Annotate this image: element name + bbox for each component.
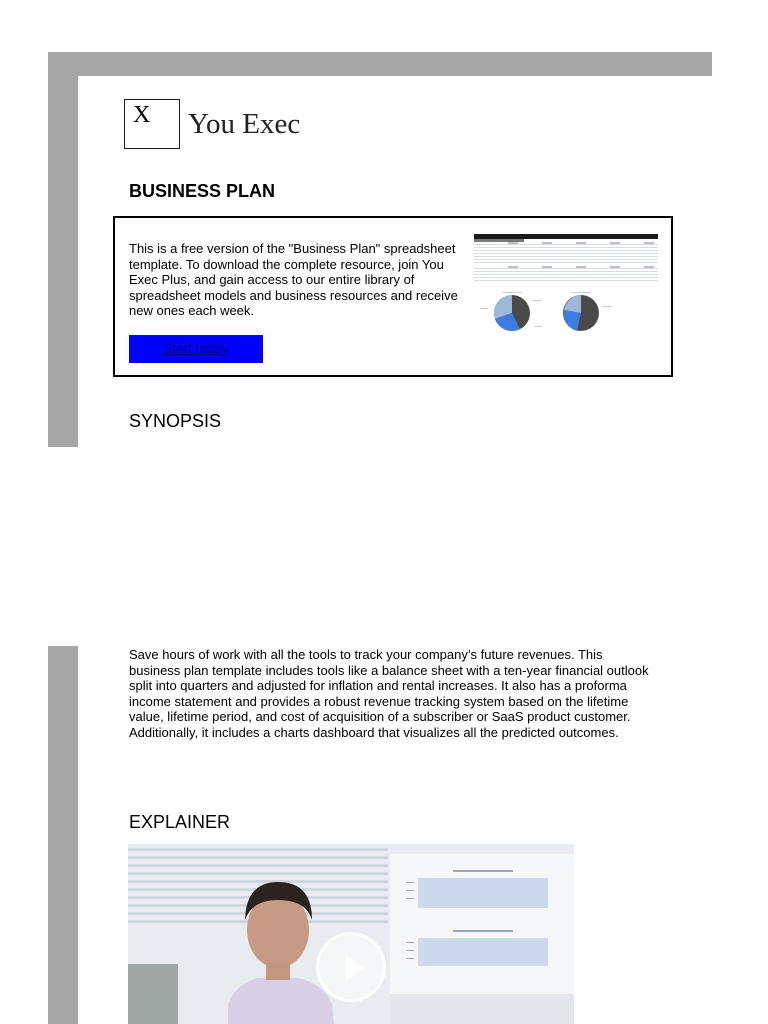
- promo-text: This is a free version of the "Business Plan" spreadsheet template. To download the complete resource, join You Exec Plus, and gain access to our entire library of spreadsheet models and business resources and receive new ones each week.: [129, 241, 458, 318]
- frame-left-bar-lower: [48, 646, 78, 1024]
- logo-mark: X: [133, 102, 151, 128]
- start-today-button[interactable]: Start today: [129, 335, 263, 363]
- explainer-heading: EXPLAINER: [129, 812, 231, 832]
- promo-box: [113, 216, 673, 377]
- logo-mark-box: [124, 99, 180, 149]
- frame-left-bar: [48, 52, 78, 447]
- frame-top-bar: [48, 52, 712, 76]
- page-title: BUSINESS PLAN: [129, 181, 276, 201]
- synopsis-text: Save hours of work with all the tools to track your company’s future revenues. This business plan template includes tools like a balance sheet with a ten-year financial outlook split into quarters and adjusted for inflation and rental increases. It also has a proforma income statement and provides a robust revenue tracking system based on the lifetime value, lifetime period, and cost of acquisition of a subscriber or SaaS product customer. Additionally, it includes a charts dashboard that visualizes all the predicted outcomes.: [129, 647, 649, 740]
- play-icon[interactable]: [316, 932, 386, 1002]
- spreadsheet-preview-image: [472, 230, 660, 345]
- brand-logo: [124, 99, 300, 149]
- synopsis-heading: SYNOPSIS: [129, 411, 222, 431]
- brand-name: You Exec: [188, 107, 301, 140]
